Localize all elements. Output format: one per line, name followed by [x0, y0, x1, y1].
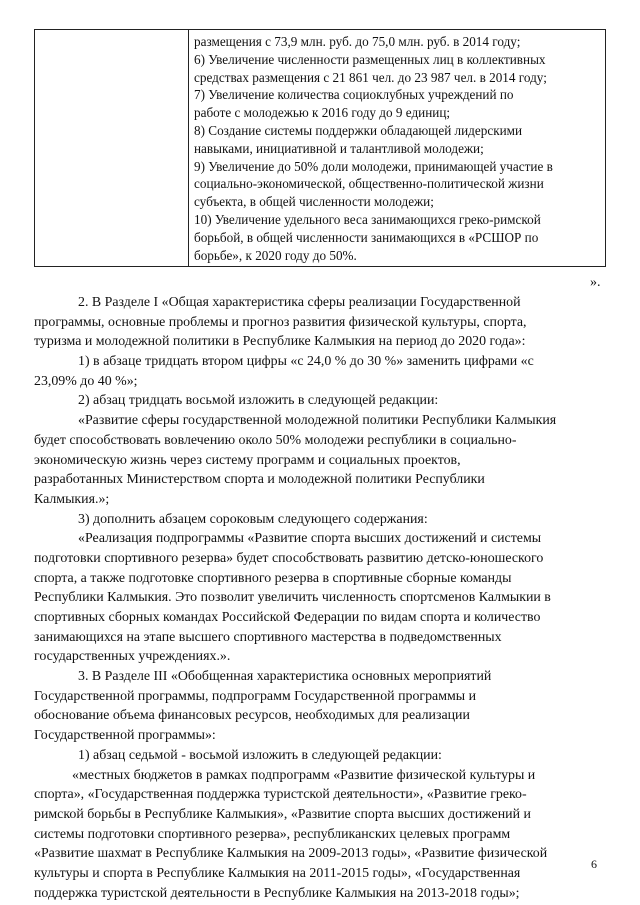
text-line: «местных бюджетов в рамках подпрограмм «Развитие физической культуры и [72, 767, 536, 783]
indicator-line: 6) Увеличение численности размещенных лиц в коллективных [194, 51, 546, 67]
table-row [35, 30, 606, 267]
text-line: культуры и спорта в Республике Калмыкия на 2011-2015 годы», «Государственная [34, 865, 521, 881]
text-line: 23,09% до 40 %»; [34, 373, 138, 389]
indicator-line: борьбе», к 2020 году до 50%. [194, 247, 357, 263]
indicator-line: социально-экономической, общественно-политической жизни [194, 176, 544, 192]
table-cell-indicators [189, 30, 606, 267]
text-line: спортивных сборных командах Российской Федерации по видам спорта и количество [34, 610, 541, 625]
page-number: 6 [591, 857, 597, 871]
text-line: 1) в абзаце тридцать втором цифры «с 24,0 % до 30 %» заменить цифрами «с [78, 354, 534, 370]
indicator-line: 8) Создание системы поддержки обладающей лидерскими [194, 122, 523, 138]
table-cell-empty [35, 30, 189, 267]
text-line: системы подготовки спортивного резерва», республиканских целевых программ [34, 826, 511, 842]
indicator-line: работе с молодежью к 2016 году до 9 единиц; [194, 105, 451, 121]
indicator-line: средствах размещения с 21 861 чел. до 23 987 чел. в 2014 году; [194, 69, 547, 85]
text-line: занимающихся на этапе высшего спортивного мастерства в подведомственных [34, 629, 502, 645]
text-line: обоснование объема финансовых ресурсов, необходимых для реализации [34, 708, 470, 724]
indicator-line: субъекта, в общей численности молодежи; [194, 194, 434, 210]
text-line: римской борьбы в Республике Калмыкия», «Развитие спорта высших достижений и [34, 806, 531, 822]
text-line: туризма и молодежной политики в Республике Калмыкия на период до 2020 года»: [34, 334, 526, 350]
text-line: 2) абзац тридцать восьмой изложить в следующей редакции: [78, 393, 439, 409]
indicator-line: навыками, инициативной и талантливой молодежи; [194, 140, 484, 156]
text-line: «Развитие сферы государственной молодежной политики Республики Калмыкия [78, 413, 557, 429]
text-line: будет способствовать вовлечению около 50% молодежи республики в социально- [34, 432, 517, 448]
text-line: 1) абзац седьмой - восьмой изложить в следующей редакции: [78, 747, 442, 763]
text-line: «Развитие шахмат в Республике Калмыкия на 2009-2013 годы», «Развитие физической [34, 846, 548, 862]
text-line: Республики Калмыкия. Это позволит увеличить численность спортсменов Калмыкии в [34, 590, 551, 606]
text-line: Калмыкия.»; [34, 491, 110, 507]
indicators-table-fragment [34, 29, 606, 267]
text-line: 3) дополнить абзацем сороковым следующего содержания: [78, 511, 428, 527]
text-line: поддержка туристской деятельности в Республике Калмыкия на 2013-2018 годы»; [34, 885, 520, 901]
text-line: «Реализация подпрограммы «Развитие спорта высших достижений и системы [78, 531, 542, 547]
text-line: разработанных Министерством спорта и молодежной политики Республики [34, 472, 485, 488]
text-line: экономическую жизнь через систему программ и социальных проектов, [34, 452, 461, 468]
indicators-table [34, 29, 606, 267]
document-body [34, 293, 606, 903]
text-line: 3. В Разделе III «Обобщенная характеристика основных мероприятий [78, 669, 492, 685]
indicator-line: размещения с 73,9 млн. руб. до 75,0 млн. руб. в 2014 году; [194, 34, 521, 49]
indicator-line: 10) Увеличение удельного веса занимающихся греко-римской [194, 211, 541, 227]
text-line: 2. В Разделе I «Общая характеристика сферы реализации Государственной [78, 295, 521, 310]
indicator-line: борьбой, в общей численности занимающихся в «РСШОР по [194, 229, 539, 245]
indicator-line: 9) Увеличение до 50% доли молодежи, принимающей участие в [194, 158, 553, 174]
text-line: программы, основные проблемы и прогноз развития физической культуры, спорта, [34, 314, 527, 330]
text-line: Государственной программы»: [34, 728, 216, 744]
indicator-line: 7) Увеличение количества социоклубных учреждений по [194, 87, 514, 103]
text-line: спорта», «Государственная поддержка туристской деятельности», «Развитие греко- [34, 787, 527, 803]
text-line: подготовки спортивного резерва» будет способствовать развитию детско-юношеского [34, 550, 544, 566]
text-line: спорта, а также подготовке спортивного резерва в спортивные сборные команды [34, 570, 512, 586]
text-line: Государственной программы, подпрограмм Государственной программы и [34, 688, 477, 704]
closing-quote: ». [590, 275, 601, 290]
text-line: государственных учреждениях.». [34, 649, 231, 665]
